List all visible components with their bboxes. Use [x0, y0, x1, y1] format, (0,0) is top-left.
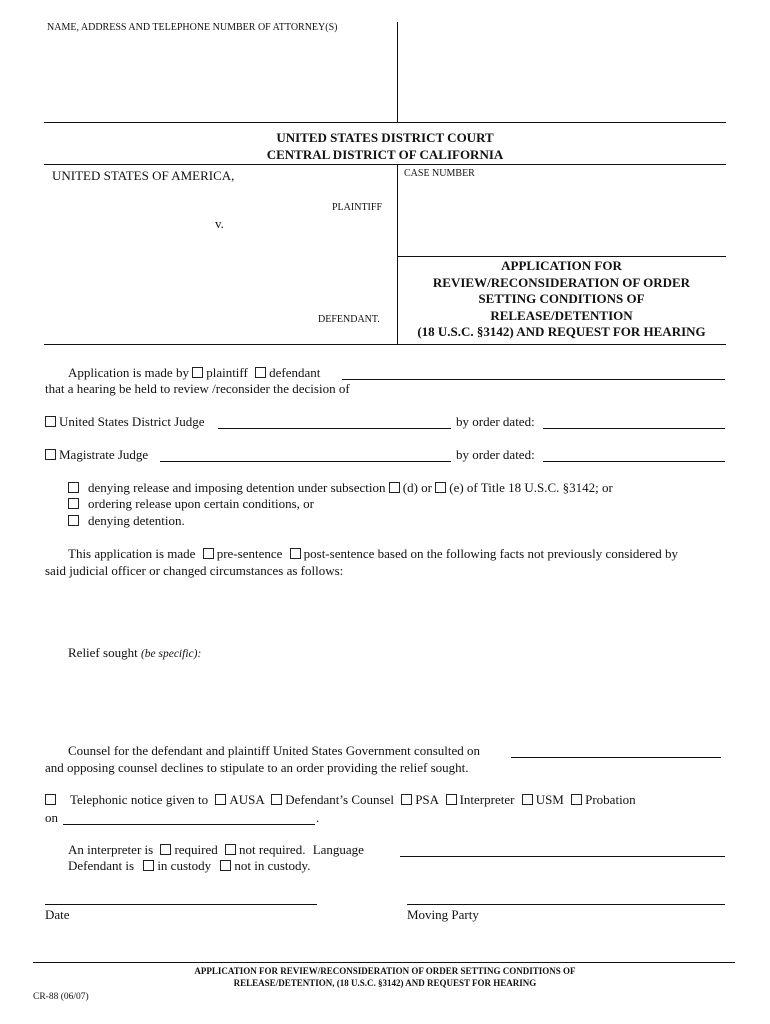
- probation-label: Probation: [585, 792, 636, 807]
- not-in-custody-checkbox[interactable]: [220, 860, 231, 871]
- telephonic-notice-label: Telephonic notice given to: [70, 792, 209, 807]
- magistrate-order-date-blank[interactable]: [543, 461, 725, 462]
- caption-top-rule: [44, 164, 726, 165]
- relief-sought-label: Relief sought: [68, 645, 138, 660]
- court-district: CENTRAL DISTRICT OF CALIFORNIA: [266, 147, 504, 162]
- district-judge-checkbox[interactable]: [45, 416, 56, 427]
- plaintiff-label: PLAINTIFF: [332, 202, 383, 213]
- defendant-checkbox[interactable]: [255, 367, 266, 378]
- denying-detention-checkbox[interactable]: [68, 515, 79, 526]
- ausa-label: AUSA: [229, 792, 265, 807]
- attorney-box-divider: [397, 22, 398, 122]
- magistrate-judge-label: Magistrate Judge: [59, 447, 149, 462]
- footer-title-line: RELEASE/DETENTION, (18 U.S.C. §3142) AND REQUEST FOR HEARING: [233, 978, 537, 988]
- hearing-text: that a hearing be held to review /reconsider the decision of: [45, 381, 350, 396]
- interpreter-not-required-checkbox[interactable]: [225, 844, 236, 855]
- defendant-option-label: defendant: [269, 365, 321, 380]
- case-number-rule: [397, 256, 726, 257]
- form-number: CR-88 (06/07): [33, 992, 89, 1002]
- probation-checkbox[interactable]: [571, 794, 582, 805]
- language-blank[interactable]: [400, 856, 725, 857]
- district-judge-row: [45, 414, 205, 430]
- not-in-custody-label: not in custody.: [234, 858, 311, 873]
- magistrate-order-dated-label: by order dated:: [456, 447, 535, 462]
- psa-label: PSA: [415, 792, 439, 807]
- doc-title-line: REVIEW/RECONSIDERATION OF ORDER: [432, 274, 691, 290]
- ordering-release-checkbox[interactable]: [68, 498, 79, 509]
- interpreter-not-required-label: not required.: [239, 842, 306, 857]
- facts-entry-area[interactable]: [45, 582, 725, 638]
- defendant-label: DEFENDANT.: [318, 314, 380, 325]
- district-order-date-blank[interactable]: [543, 428, 725, 429]
- moving-party-label: Moving Party: [407, 907, 479, 922]
- usm-label: USM: [535, 792, 564, 807]
- pre-sentence-checkbox[interactable]: [203, 548, 214, 559]
- counsel-text-1: Counsel for the defendant and plaintiff United States Government consulted on: [68, 743, 481, 758]
- application-by-text: Application is made by: [68, 365, 189, 380]
- interpreter-label: Interpreter: [459, 792, 515, 807]
- magistrate-judge-name-blank[interactable]: [160, 461, 451, 462]
- subsection-e-label: (e) of Title 18 U.S.C. §3142; or: [449, 480, 613, 495]
- doc-title-line: SETTING CONDITIONS OF: [478, 291, 645, 307]
- plaintiff-checkbox[interactable]: [192, 367, 203, 378]
- denying-release-row: [68, 480, 613, 496]
- plaintiff-option-label: plaintiff: [206, 365, 248, 380]
- relief-sought-row: [68, 645, 201, 661]
- doc-title-line: APPLICATION FOR: [501, 258, 622, 273]
- footer-title: [0, 965, 770, 989]
- date-label: Date: [45, 907, 70, 922]
- ordering-release-row: [68, 496, 314, 512]
- denying-detention-label: denying detention.: [88, 513, 185, 528]
- plaintiff-name: UNITED STATES OF AMERICA,: [52, 168, 235, 183]
- denying-release-label: denying release and imposing detention under subsection: [88, 480, 386, 495]
- denying-detention-row: [68, 513, 185, 529]
- in-custody-checkbox[interactable]: [143, 860, 154, 871]
- court-name: UNITED STATES DISTRICT COURT: [276, 130, 494, 145]
- usm-checkbox[interactable]: [522, 794, 533, 805]
- defendants-counsel-checkbox[interactable]: [271, 794, 282, 805]
- relief-entry-area[interactable]: [45, 664, 725, 736]
- footer-rule: [33, 962, 735, 963]
- interpreter-row: [68, 842, 364, 858]
- document-title: [397, 258, 726, 341]
- moving-party-signature-line[interactable]: [407, 904, 725, 905]
- in-custody-label: in custody: [157, 858, 212, 873]
- doc-title-line: RELEASE/DETENTION: [490, 307, 633, 323]
- subsection-e-checkbox[interactable]: [435, 482, 446, 493]
- ausa-checkbox[interactable]: [215, 794, 226, 805]
- district-judge-name-blank[interactable]: [218, 428, 451, 429]
- interpreter-required-checkbox[interactable]: [160, 844, 171, 855]
- post-sentence-checkbox[interactable]: [290, 548, 301, 559]
- interpreter-required-label: required: [174, 842, 218, 857]
- telephonic-notice-row: [45, 792, 636, 808]
- telephonic-notice-checkbox[interactable]: [45, 794, 56, 805]
- application-by-row: [68, 365, 320, 381]
- caption-bottom-rule: [44, 344, 726, 345]
- notice-date-period: .: [316, 810, 320, 825]
- judicial-officer-text: said judicial officer or changed circumstances as follows:: [45, 563, 344, 578]
- application-made-text: This application is made: [68, 546, 196, 561]
- header-rule: [44, 122, 726, 123]
- versus: v.: [215, 216, 224, 231]
- doc-title-line: (18 U.S.C. §3142) AND REQUEST FOR HEARING: [417, 324, 706, 340]
- post-sentence-label: post-sentence based on the following facts not previously considered by: [303, 546, 679, 561]
- footer-title-line: APPLICATION FOR REVIEW/RECONSIDERATION OF ORDER SETTING CONDITIONS OF: [194, 966, 576, 976]
- application-made-row: [68, 546, 678, 562]
- be-specific-hint: (be specific):: [140, 648, 202, 660]
- date-signature-line[interactable]: [45, 904, 317, 905]
- on-label: on: [45, 810, 58, 825]
- district-order-dated-label: by order dated:: [456, 414, 535, 429]
- district-judge-label: United States District Judge: [59, 414, 205, 429]
- pre-sentence-label: pre-sentence: [216, 546, 283, 561]
- magistrate-judge-checkbox[interactable]: [45, 449, 56, 460]
- application-by-blank[interactable]: [342, 379, 725, 380]
- denying-release-checkbox[interactable]: [68, 482, 79, 493]
- case-number-label: CASE NUMBER: [404, 168, 475, 179]
- consulted-on-blank[interactable]: [511, 757, 721, 758]
- subsection-d-checkbox[interactable]: [389, 482, 400, 493]
- attorney-label: NAME, ADDRESS AND TELEPHONE NUMBER OF ATTORNEY(S): [47, 22, 338, 33]
- language-label: Language: [312, 842, 364, 857]
- custody-row: [68, 858, 310, 874]
- subsection-d-label: (d) or: [402, 480, 432, 495]
- ordering-release-label: ordering release upon certain conditions, or: [88, 496, 314, 511]
- defendant-is-text: Defendant is: [68, 858, 135, 873]
- counsel-text-2: and opposing counsel declines to stipulate to an order providing the relief sought.: [45, 760, 469, 775]
- interpreter-checkbox[interactable]: [446, 794, 457, 805]
- interpreter-is-text: An interpreter is: [68, 842, 154, 857]
- magistrate-judge-row: [45, 447, 148, 463]
- defendants-counsel-label: Defendant’s Counsel: [285, 792, 394, 807]
- notice-date-blank[interactable]: [63, 824, 315, 825]
- psa-checkbox[interactable]: [401, 794, 412, 805]
